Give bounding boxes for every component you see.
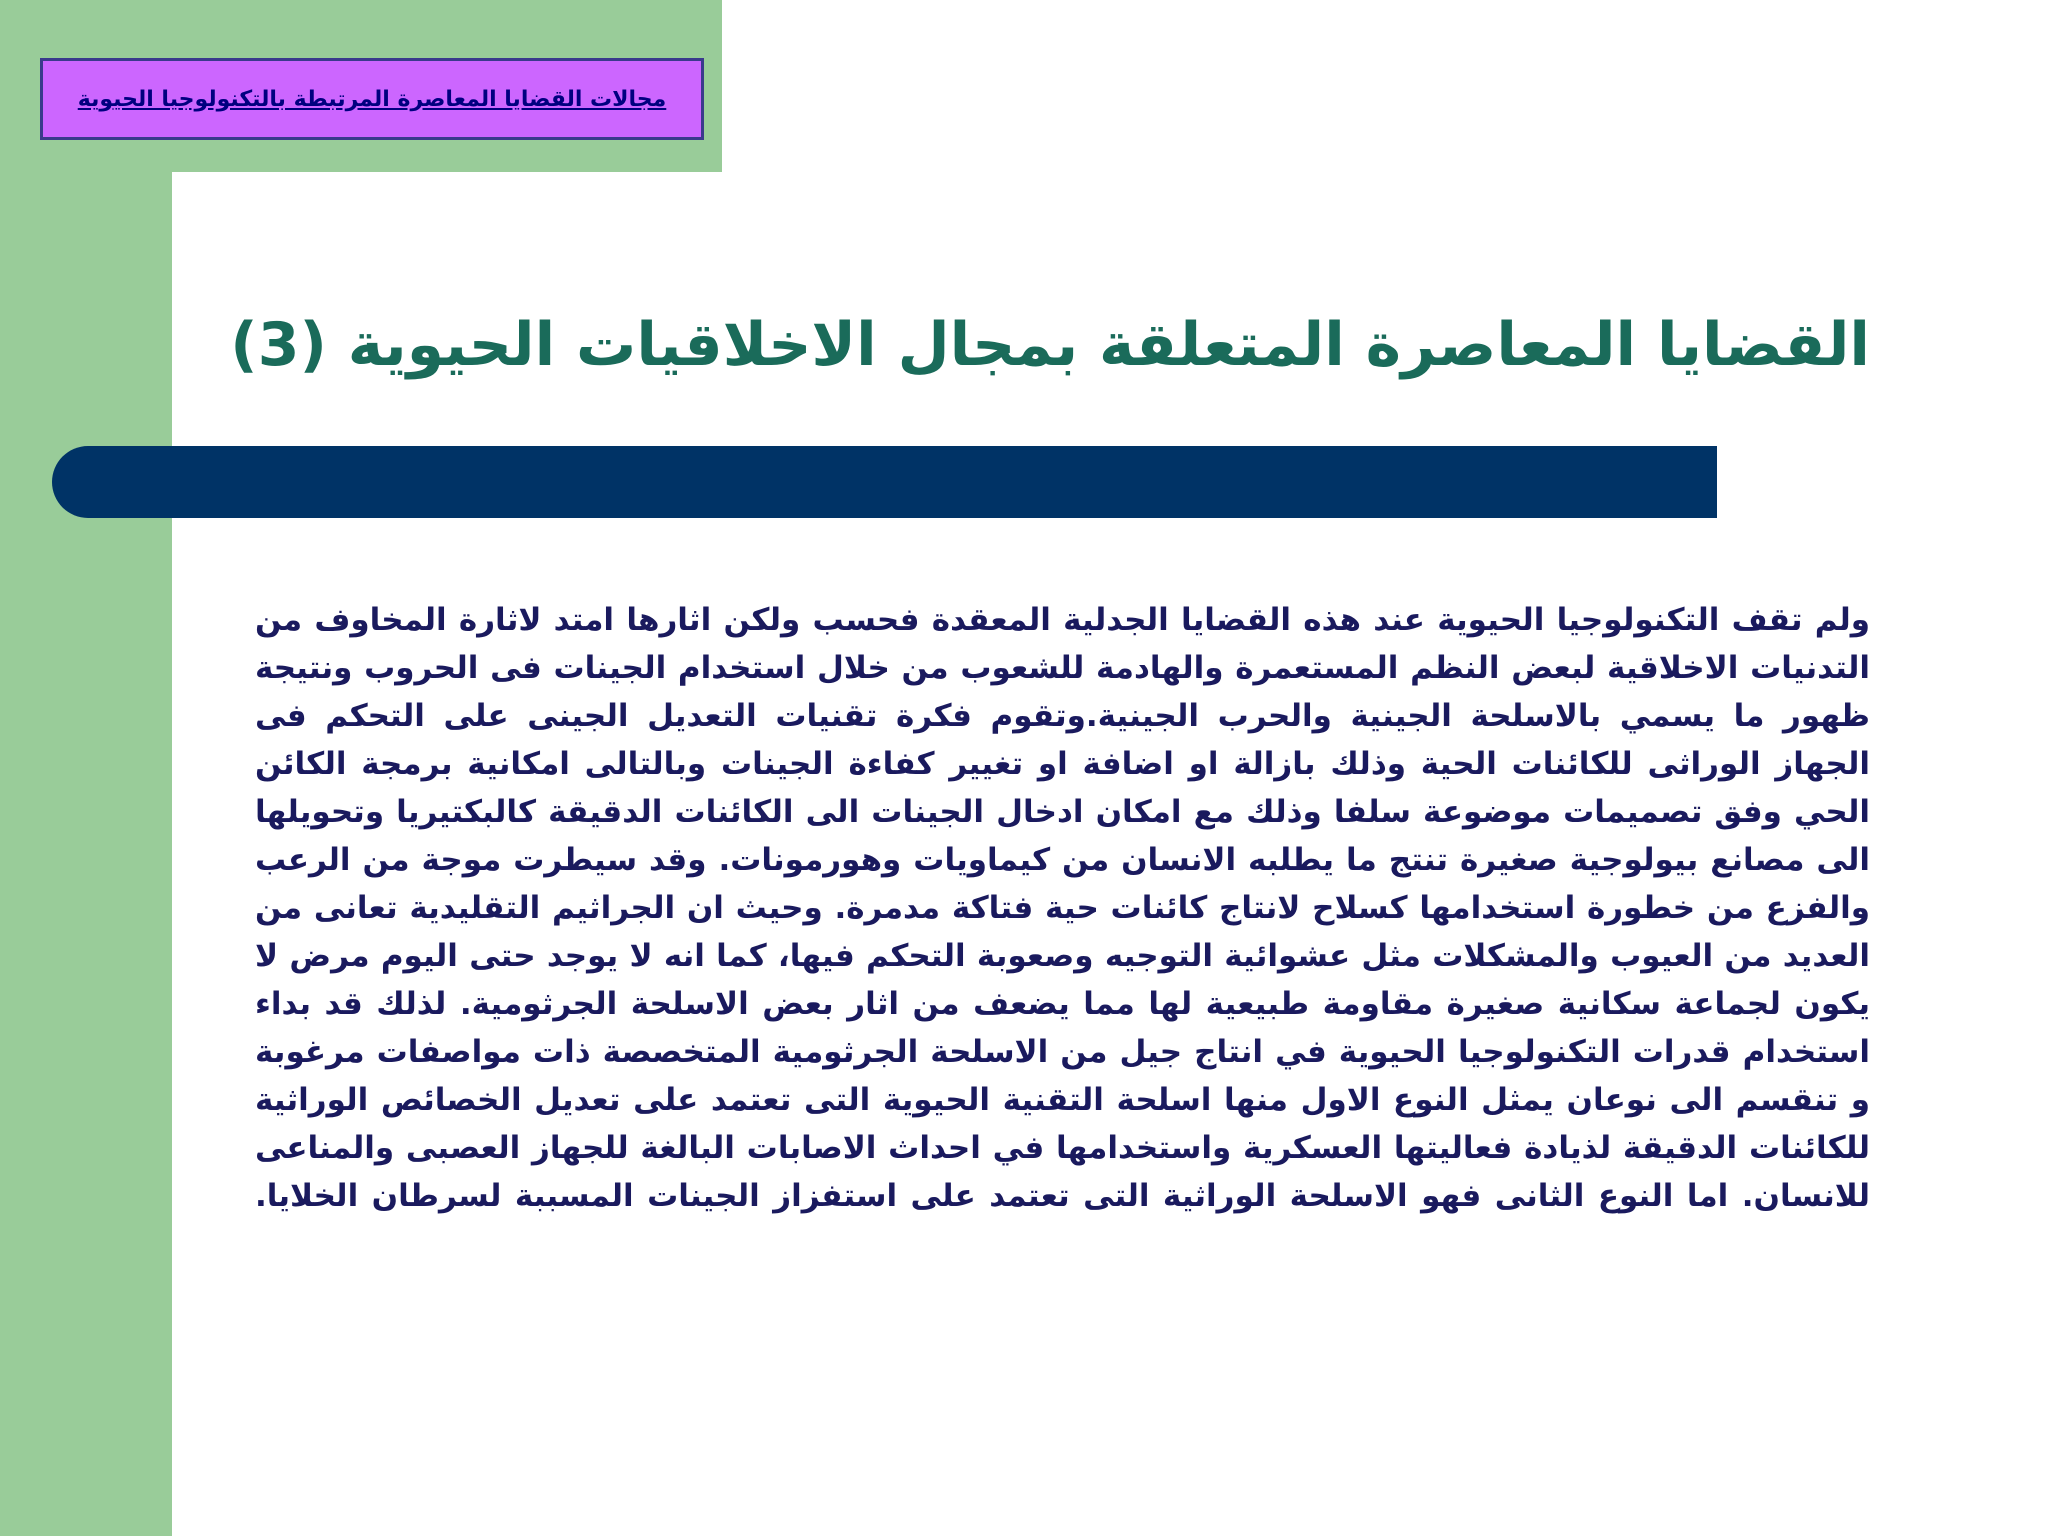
slide-title: القضايا المعاصرة المتعلقة بمجال الاخلاقيات الحيوية (3) [230,310,1870,380]
body-paragraph: ولم تقف التكنولوجيا الحيوية عند هذه القضايا الجدلية المعقدة فحسب ولكن اثارها امتد لاثارة المخاوف من التدنيات الاخلاقية لبعض النظم المستعمرة والهادمة للشعوب من خلال استخدام الجينات فى الحروب ونتيجة ظهور ما يسمي بالاسلحة الجينية والحرب الجينية.وتقوم فكرة تقنيات التعديل الجينى على التحكم فى الجهاز الوراثى للكائنات الحية وذلك بازالة او اضافة او تغيير كفاءة الجينات وبالتالى امكانية برمجة الكائن الحي وفق تصميمات موضوعة سلفا وذلك مع امكان ادخال الجينات الى الكائنات الدقيقة كالبكتيريا وتحويلها الى مصانع بيولوجية صغيرة تنتج ما يطلبه الانسان من كيماويات وهورمونات. وقد سيطرت موجة من الرعب والفزع من خطورة استخدامها كسلاح لانتاج كائنات حية فتاكة مدمرة. وحيث ان الجراثيم التقليدية تعانى من العديد من العيوب والمشكلات مثل عشوائية التوجيه وصعوبة التحكم فيها، كما انه لا يوجد حتى اليوم مرض لا يكون لجماعة سكانية صغيرة مقاومة طبيعية لها مما يضعف من اثار بعض الاسلحة الجرثومية. لذلك قد بداء استخدام قدرات التكنولوجيا الحيوية في انتاج جيل من الاسلحة الجرثومية المتخصصة ذات مواصفات مرغوبة و تنقسم الى نوعان يمثل النوع الاول منها اسلحة التقنية الحيوية التى تعتمد على تعديل الخصائص الوراثية للكائنات الدقيقة لذيادة فعاليتها العسكرية واستخدامها في احداث الاصابات البالغة للجهاز العصبى والمناعى للانسان. اما النوع الثانى فهو الاسلحة الوراثية التى تعتمد على استفزاز الجينات المسببة لسرطان الخلايا. [255,602,1870,1214]
title-divider-bar [52,446,1717,518]
section-label-box [40,58,704,140]
section-label: مجالات القضايا المعاصرة المرتبطة بالتكنولوجيا الحيوية [77,86,667,112]
left-green-band [0,0,172,1536]
